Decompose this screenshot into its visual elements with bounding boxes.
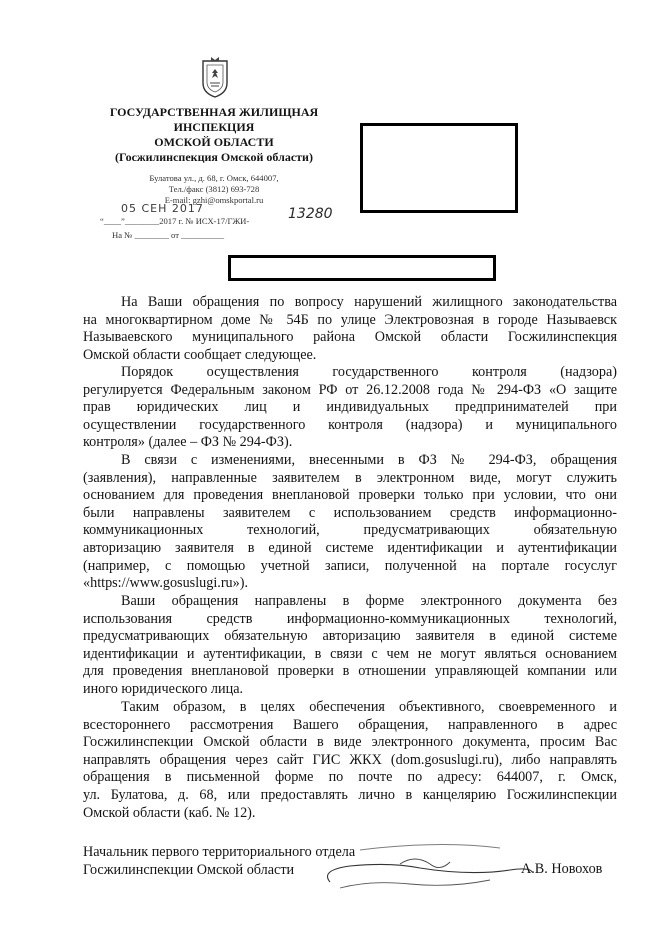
text-line: Омской области сообщает следующее. (83, 346, 317, 363)
text-line: осуществлении государственного контроля (надзора) и муниципального (83, 416, 617, 433)
text-line: были направлены заявителем с использованием средств информационно- (83, 504, 617, 521)
text-line: для проведения внеплановой проверки в отношении управляющей компании или (83, 663, 617, 680)
phone-line: Тел./факс (3812) 693-728 (168, 183, 260, 194)
text-line: регулируется Федеральным законом РФ от 26.12.2008 года № 294-ФЗ «О защите (83, 381, 617, 398)
org-line: (Госжилинспекция Омской области) (115, 150, 313, 164)
coat-of-arms-emblem (199, 55, 231, 99)
text-line: контроля» (далее – ФЗ № 294-ФЗ). (83, 434, 293, 451)
paragraph-5 (83, 699, 617, 822)
text-line: всестороннего рассмотрения Вашего обращения, направленного в адрес (83, 716, 617, 733)
text-line: коммуникационных технологий, предусматривающих обязательную (83, 522, 617, 539)
text-line: Таким образом, в целях обеспечения объективного, своевременного и (121, 699, 617, 715)
registration-number-handwritten: 13280 (288, 206, 333, 222)
text-line: ул. Булатова, д. 68, или предоставлять лично в канцелярию Госжилинспекции (83, 786, 617, 803)
text-line: Называевского муниципального района Омской области Госжилинспекция (83, 329, 617, 346)
text-line: направлять обращения через сайт ГИС ЖКХ (dom.gosuslugi.ru), либо направлять (83, 751, 617, 768)
text-line: идентификации и аутентификации, в связи с чем не могут являться основанием (83, 645, 617, 662)
signer-position-line: Госжилинспекции Омской области (83, 861, 295, 878)
org-line: ГОСУДАРСТВЕННАЯ ЖИЛИЩНАЯ (109, 105, 319, 119)
organization-name (98, 105, 330, 165)
registration-line: “____”________2017 г. № ИСХ-17/ГЖИ- (100, 216, 250, 226)
text-line: (заявления), направленные заявителем в электронном виде, могут служить (83, 469, 617, 486)
text-line: иного юридического лица. (83, 680, 244, 697)
organization-contacts (98, 173, 330, 205)
text-line: прав юридических лиц и индивидуальных предпринимателей при (83, 399, 617, 416)
text-line: обращения в письменной форме по почте по адресу: 644007, г. Омск, (83, 769, 617, 786)
text-line: предусматривающих обязательную авторизацию заявителя в единой системе (83, 628, 617, 645)
handwritten-signature (300, 840, 540, 900)
text-line: основанием для проведения внеплановой проверки только при условии, что они (83, 487, 617, 504)
text-line: «https://www.gosuslugi.ru»). (83, 575, 248, 592)
text-line: Госжилинспекции Омской области в виде электронного документа, просим Вас (83, 734, 617, 751)
org-line: ОМСКОЙ ОБЛАСТИ (154, 135, 274, 149)
text-line: (например, с помощью учетной записи, полученной на портале госуслуг (83, 557, 617, 574)
text-line: На Ваши обращения по вопросу нарушений жилищного законодательства (121, 294, 617, 310)
redacted-recipient-box (360, 123, 518, 213)
date-stamp: 05 СЕН 2017 (121, 202, 204, 215)
org-line: ИНСПЕКЦИЯ (173, 120, 255, 134)
text-line: Порядок осуществления государственного контроля (надзора) (121, 364, 617, 380)
address-line: Булатова ул., д. 68, г. Омск, 644007, (149, 173, 279, 183)
text-line: Омской области (каб. № 12). (83, 804, 256, 821)
redacted-name-box (228, 255, 496, 281)
paragraph-4 (83, 593, 617, 699)
text-line: на многоквартирном доме № 54Б по улице Электровозная в городе Называевск (83, 311, 617, 328)
text-line: Ваши обращения направлены в форме электронного документа без (121, 593, 617, 609)
paragraph-2 (83, 364, 617, 452)
paragraph-1 (83, 294, 617, 364)
signer-position-line: Начальник первого территориального отдела (83, 844, 356, 860)
text-line: В связи с изменениями, внесенными в ФЗ № 294-ФЗ, обращения (121, 452, 617, 468)
email-line: E-mail: gzhi@omskportal.ru (164, 194, 264, 205)
signer-name: А.В. Новохов (521, 861, 603, 877)
text-line: использования средств информационно-коммуникационных технологий, (83, 610, 617, 627)
text-line: авторизацию заявителя в единой системе идентификации и аутентификации (83, 539, 617, 556)
paragraph-3 (83, 452, 617, 593)
reply-reference-line: На № ________ от __________ (112, 230, 225, 240)
